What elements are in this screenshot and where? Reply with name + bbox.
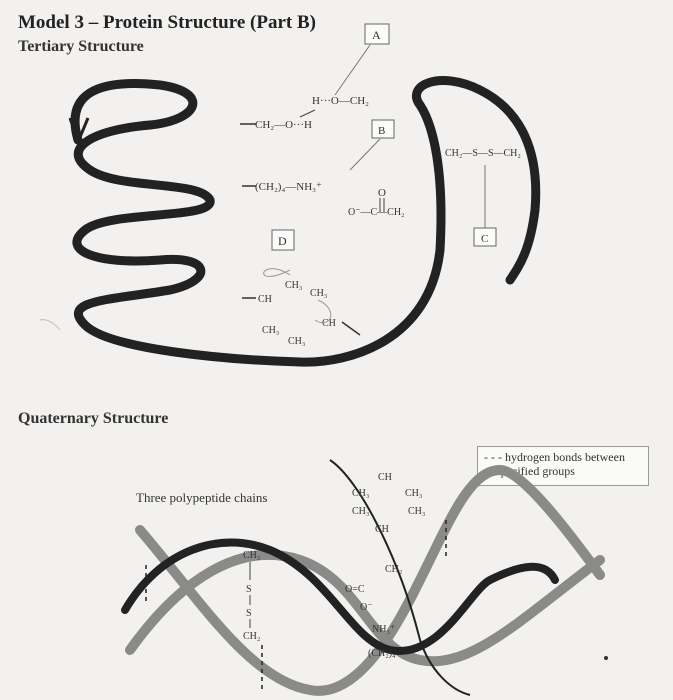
group-ch3-top: CH₃ [285, 280, 303, 291]
q-group-carboxyl: O=C [345, 584, 365, 595]
group-carbonyl-o: O [378, 187, 386, 199]
label-a: A [372, 28, 381, 42]
group-ionic-right: O⁻—C—CH₂ [348, 207, 405, 218]
q-group-ch3-2: CH₃ [405, 488, 423, 499]
q-group-ch2-mid: CH₂ [385, 564, 403, 575]
group-hydrophobic-ch: CH [258, 294, 272, 305]
q-group-ch3-3: CH₃ [352, 506, 370, 517]
q-group-ch3-4: CH₃ [408, 506, 426, 517]
q-group-s1: S [246, 584, 252, 595]
q-group-ch-mid: CH [375, 524, 389, 535]
q-group-s2: S [246, 608, 252, 619]
label-c: C [481, 233, 489, 245]
label-d: D [278, 234, 287, 248]
hydrogen-bond-legend: - - - hydrogen bonds between unspecified groups [477, 446, 649, 486]
group-h-bond-left: CH₂—O···H [255, 119, 312, 131]
q-group-o-minus: O⁻ [360, 602, 373, 613]
pointer-b [350, 139, 380, 170]
q-group-ch2-4: (CH₂)₄ [368, 648, 396, 659]
group-ch-right: CH [322, 318, 336, 329]
group-ch3-b: CH₃ [262, 325, 280, 336]
q-group-ch2-top: CH₂ [243, 550, 261, 561]
group-h-bond-top: H···O—CH₂ [312, 95, 369, 107]
bond-line [300, 110, 315, 117]
q-group-ch-top: CH [378, 472, 392, 483]
q-group-ch2-bottom: CH₂ [243, 631, 261, 642]
dot-mark [604, 656, 608, 660]
label-b: B [378, 125, 386, 137]
group-ch3-c: CH₃ [288, 336, 306, 347]
pen-mark [40, 320, 60, 330]
group-ch3-a: CH₃ [310, 288, 328, 299]
group-ionic-left: (CH₂)₄—NH₃⁺ [255, 181, 322, 193]
pointer-a [335, 45, 370, 95]
quaternary-heading: Quaternary Structure [18, 410, 169, 427]
group-disulfide: CH₂—S—S—CH₂ [445, 148, 521, 159]
q-group-ch3-1: CH₃ [352, 488, 370, 499]
tertiary-heading: Tertiary Structure [18, 38, 144, 55]
q-group-nh3: NH₃⁺ [372, 624, 396, 635]
polypeptide-caption: Three polypeptide chains [136, 490, 268, 505]
ch-line [342, 322, 360, 335]
page-title: Model 3 – Protein Structure (Part B) [18, 12, 316, 33]
